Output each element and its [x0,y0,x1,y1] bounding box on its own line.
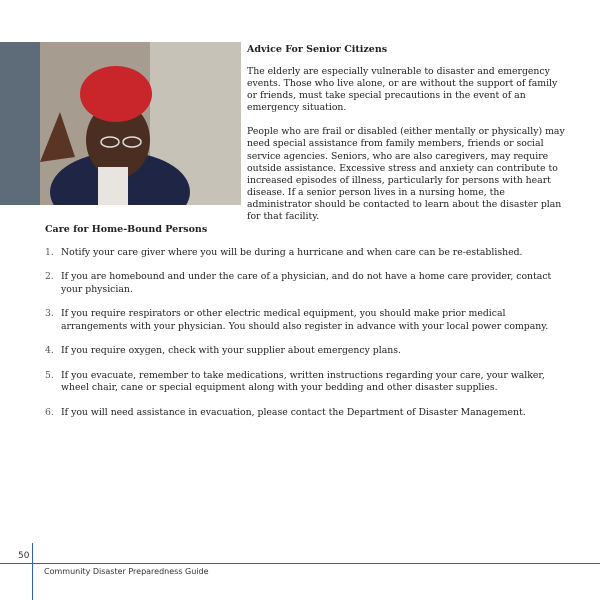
care-heading: Care for Home-Bound Persons [45,224,208,235]
list-text: If you will need assistance in evacuation, please contact the Department of Disaster Management. [61,406,526,418]
list-number: 2. [45,271,54,282]
list-text: If you evacuate, remember to take medications, written instructions regarding your care, your walker, wheel chair, cane or special equipment along with your bedding and other disaster supplies. [61,369,545,393]
page-number: 50 [18,551,30,561]
senior-woman-photo [0,42,241,205]
advice-heading: Advice For Senior Citizens [247,44,388,55]
advice-paragraph: The elderly are especially vulnerable to disaster and emergency events. Those who live alone, or are without the support of family or friends, must take special precautions in the event of an emergency situation. [247,66,558,114]
list-item [45,271,565,296]
footer-vertical-rule [32,543,33,600]
footer-title: Community Disaster Preparedness Guide [44,567,209,576]
list-number: 4. [45,345,54,356]
list-text: Notify your care giver where you will be during a hurricane and when care can be re-established. [61,246,523,258]
list-text: If you require oxygen, check with your supplier about emergency plans. [61,345,401,356]
list-item [45,407,565,420]
list-text: If you are homebound and under the care of a physician, and do not have a home care provider, contact your physician. [61,271,552,295]
care-list [45,247,565,420]
list-number: 6. [45,406,54,418]
footer-horizontal-rule [0,563,600,564]
list-item [45,247,565,260]
care-section [45,224,565,431]
advice-paragraph: People who are frail or disabled (either mentally or physically) may need special assistance from family members, friends or social service agencies. Seniors, who are also caregivers, may require outside assistance. Excessive stress and anxiety can contribute to increased episodes of illness, particularly for persons with heart disease. If a senior person lives in a nursing home, the administrator should be contacted to learn about the disaster plan for that facility. [247,126,565,223]
list-item [45,370,565,395]
list-number: 3. [45,308,54,319]
list-number: 5. [45,369,54,381]
list-item [45,345,565,358]
list-number: 1. [45,246,54,258]
list-text: If you require respirators or other electric medical equipment, you should make prior medical arrangements with your physician. You should also register in advance with your local power company. [61,308,549,332]
list-item [45,308,565,333]
advice-section [247,44,567,235]
